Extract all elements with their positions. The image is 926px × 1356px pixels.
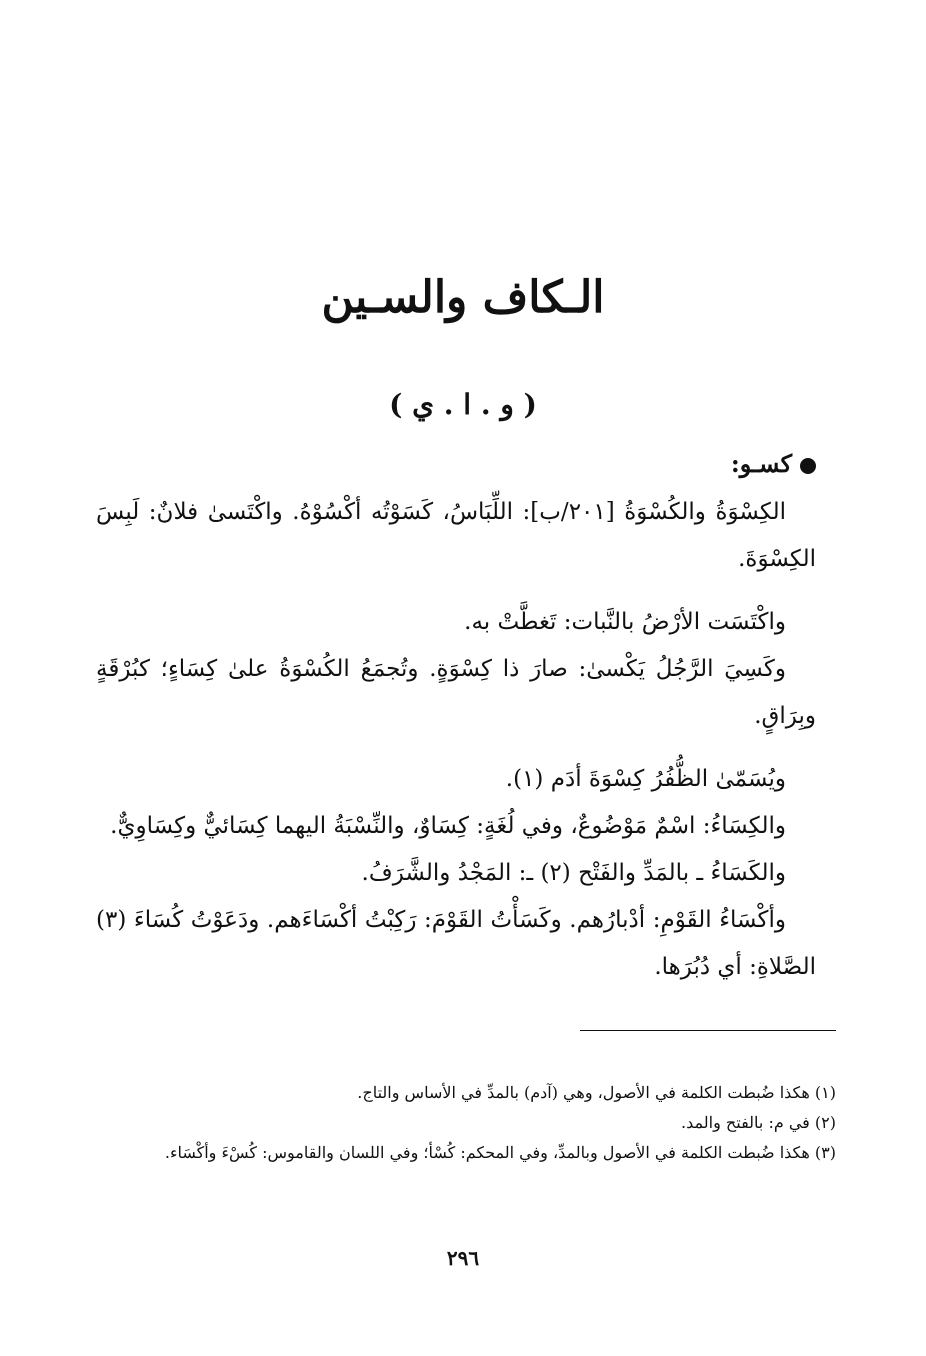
footnote: (٣) هكذا ضُبطت الكلمة في الأصول وبالمدِّ، وفي المحكم: كُسْأ؛ وفي اللسان والقاموس: كُسْءَ وأكْسَاء.	[164, 1143, 836, 1162]
entry-paragraph: والكَسَاءُ ـ بالمَدِّ والفَتْح (٢) ـ: المَجْدُ والشَّرَفُ.	[361, 860, 786, 886]
entry-paragraph: واكْتَسَت الأرْضُ بالنَّبات: تَغطَّتْ به.	[464, 609, 786, 635]
bullet-icon	[800, 458, 816, 474]
entry-paragraph: الكِسْوَةُ والكُسْوَةُ [٢٠١/ب]: اللِّبَاسُ، كَسَوْتُه أكْسُوْهُ. واكْتَسىٰ فلانٌ: لَبِسَ الكِسْوَةَ.	[96, 499, 816, 572]
entry-headword-line	[96, 440, 816, 489]
entry-paragraph: والكِسَاءُ: اسْمٌ مَوْضُوعٌ، وفي لُغَةٍ: كِسَاوٌ، والنِّسْبَةُ اليهما كِسَائيٌّ وكِسَاوِيٌّ.	[110, 813, 786, 839]
entry-paragraph: وكَسِيَ الرَّجُلُ يَكْسىٰ: صارَ ذا كِسْوَةٍ. وتُجمَعُ الكُسْوَةُ علىٰ كِسَاءٍ؛ كبُرْقَةٍ وبِرَاقٍ.	[96, 656, 816, 729]
footnotes	[96, 1078, 836, 1168]
entry-body	[96, 440, 816, 991]
footnote-divider	[580, 1030, 836, 1031]
footnote: (٢) في م: بالفتح والمد.	[681, 1113, 836, 1132]
root-heading: ( و . ا . ي )	[389, 388, 537, 421]
entry-headword: كسـو:	[730, 449, 792, 478]
footnote: (١) هكذا ضُبطت الكلمة في الأصول، وهي (آدم) بالمدِّ في الأساس والتاج.	[357, 1083, 836, 1102]
page-number: ٢٩٦	[446, 1246, 480, 1270]
entry-paragraph: وأكْسَاءُ القَوْمِ: أدْبارُهم. وكَسَأْتُ القَوْمَ: رَكِبْتُ أكْسَاءَهم. ودَعَوْتُ كُسَاءَ (٣) الصَّلاةِ: أي دُبُرَها.	[96, 907, 816, 980]
chapter-title: الـكاف والسـين	[321, 272, 605, 323]
entry-paragraph: ويُسَمّىٰ الظُّفُرُ كِسْوَةَ أدَم (١).	[505, 766, 786, 792]
